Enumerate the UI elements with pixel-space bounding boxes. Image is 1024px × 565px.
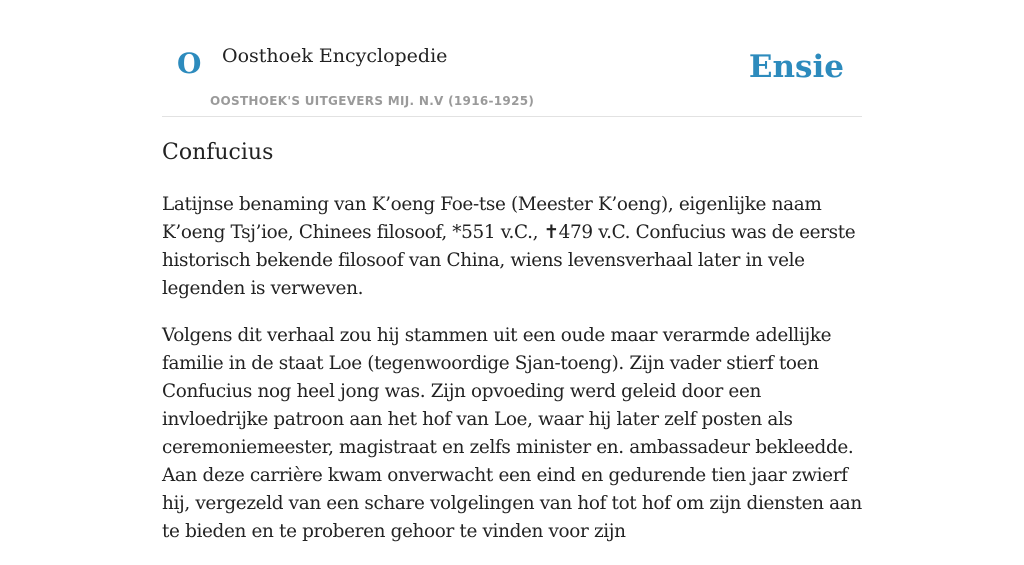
book-title-link[interactable]: Oosthoek Encyclopedie: [222, 45, 448, 67]
article-title: Confucius: [162, 140, 274, 165]
book-logo-icon[interactable]: O: [177, 47, 202, 80]
article: [162, 138, 862, 565]
ensie-logo[interactable]: Ensie: [748, 49, 844, 85]
book-subtitle: OOSTHOEK'S UITGEVERS MIJ. N.V (1916-1925): [210, 94, 535, 108]
site-header: [162, 0, 862, 117]
article-paragraph: Volgens dit verhaal zou hij stammen uit een oude maar verarmde adellijke familie in de staat Loe (tegenwoordige Sjan-toeng). Zijn vader stierf toen Confucius nog heel jong was. Zijn opvoeding werd geleid door een invloedrijke patroon aan het hof van Loe, waar hij later zelf posten als ceremoniemeester, magistraat en zelfs minister en. ambassadeur bekleedde. Aan deze carrière kwam onverwacht een eind en gedurende tien jaar zwierf hij, vergezeld van een schare volgelingen van hof tot hof om zijn diensten aan te bieden en te proberen gehoor te vinden voor zijn: [162, 324, 862, 542]
article-paragraph: Latijnse benaming van K’oeng Foe-tse (Meester K’oeng), eigenlijke naam K’oeng Tsj’ioe, Chinees filosoof, *551 v.C., ✝479 v.C. Confucius was de eerste historisch bekende filosoof van China, wiens levensverhaal later in vele legenden is verweven.: [162, 193, 856, 299]
